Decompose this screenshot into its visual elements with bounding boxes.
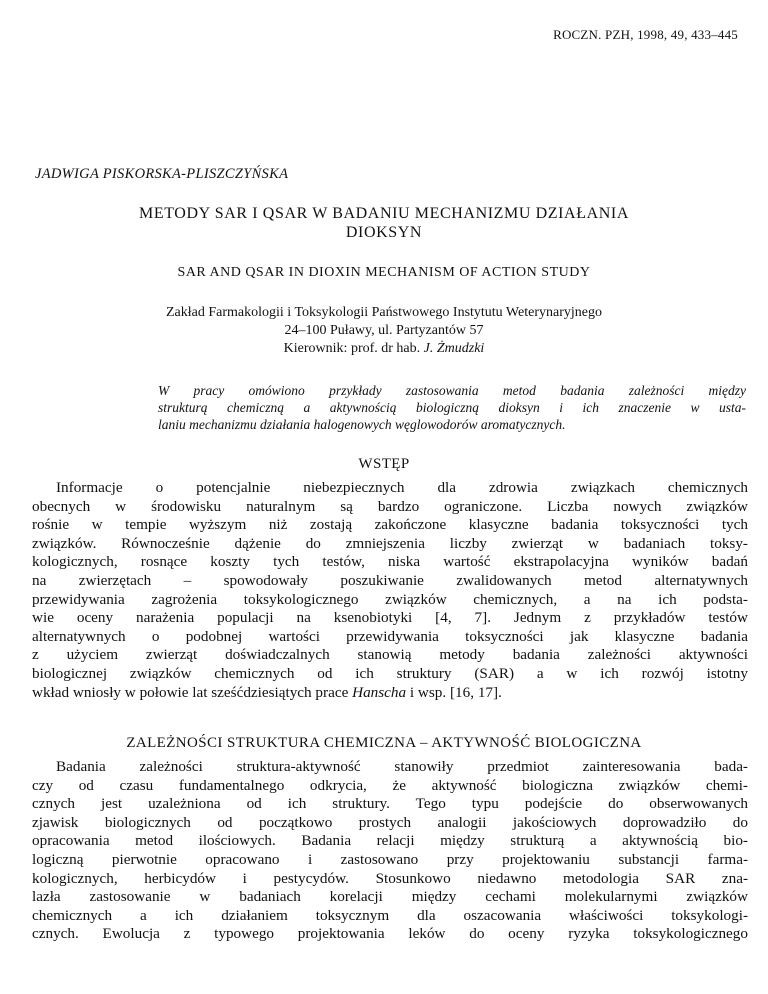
paragraph-line: logiczną pierwotnie opracowano i zastosowano przy projektowaniu substancji farma- bbox=[32, 850, 748, 868]
paragraph-line: chemicznych a ich działaniem toksycznym dla oszacowania właściwości toksykologi- bbox=[32, 906, 748, 924]
affiliation-head-label: Kierownik: prof. dr hab. bbox=[283, 341, 424, 356]
paragraph-line: obecnych w środowisku naturalnym są bardzo ograniczone. Liczba nowych związków bbox=[32, 497, 748, 515]
affiliation-institute: Zakład Farmakologii i Toksykologii Państwowego Instytutu Weterynaryjnego bbox=[166, 305, 602, 320]
paragraph-line: alternatywnych o podobnej wartości przewidywania toksyczności jak klasyczne badania bbox=[32, 627, 748, 645]
affiliation-head bbox=[60, 340, 708, 358]
paragraph-line: rośnie w tempie wyższym niż zostają zakończone klasyczne badania toksyczności tych bbox=[32, 516, 748, 534]
paragraph-line: Informacje o potencjalnie niebezpiecznych dla zdrowia związkach chemicznych bbox=[56, 479, 748, 496]
paragraph-line: wie oceny narażenia populacji na ksenobiotyki [4, 7]. Jednym z przykładów testów bbox=[32, 609, 748, 627]
affiliation-head-name: J. Żmudzki bbox=[423, 341, 485, 356]
paragraph-line: Badania zależności struktura-aktywność stanowiły przedmiot zainteresowania bada- bbox=[56, 758, 748, 775]
section-heading-introduction: WSTĘP bbox=[358, 456, 410, 472]
journal-reference: ROCZN. PZH, 1998, 49, 433–445 bbox=[553, 27, 738, 42]
paragraph-line: zjawisk biologicznych od początkowo prostych analogii jakościowych doprowadziło do bbox=[32, 813, 748, 831]
paragraph-line: kologicznych, rosnące koszty tych testów, niska wartość ekstrapolacyjna wyników badań bbox=[32, 553, 748, 571]
title-polish-line-2: DIOKSYN bbox=[345, 224, 423, 241]
paragraph-line: na zwierzętach – spowodowały poszukiwanie zwalidowanych metod alternatywnych bbox=[32, 571, 748, 589]
abstract-line: laniu mechanizmu działania halogenowych węglowodorów aromatycznych. bbox=[158, 417, 566, 432]
paragraph-line: kologicznych, herbicydów i pestycydów. Stosunkowo niedawno metodologia SAR zna- bbox=[32, 869, 748, 887]
author-name: JADWIGA PISKORSKA-PLISZCZYŃSKA bbox=[35, 166, 289, 182]
paragraph-line: wkład wniosły w połowie lat sześćdziesiątych prace Hanscha i wsp. [16, 17]. bbox=[32, 683, 502, 701]
abstract-line: W pracy omówiono przykłady zastosowania metod badania zależności między bbox=[158, 383, 746, 398]
paragraph-line: związków. Równocześnie dążenie do zmniejszenia liczby zwierząt w badaniach toksy- bbox=[32, 534, 748, 552]
author-citation-hansch: Hanscha bbox=[352, 683, 407, 701]
paragraph-structure-activity bbox=[32, 758, 748, 944]
title-polish-line-1: METODY SAR I QSAR W BADANIU MECHANIZMU DZIAŁANIA bbox=[139, 205, 629, 222]
section-heading-structure-activity: ZALEŻNOŚCI STRUKTURA CHEMICZNA – AKTYWNOŚĆ BIOLOGICZNA bbox=[126, 735, 642, 751]
abstract-line: strukturą chemiczną a aktywnością biologiczną dioksyn i ich znaczenie w usta- bbox=[158, 400, 746, 415]
paragraph-line: opracowania metod ilościowych. Badania relacji między strukturą a aktywnością bio- bbox=[32, 832, 748, 850]
paragraph-introduction bbox=[32, 479, 748, 702]
paragraph-line: biologicznej związków chemicznych od ich struktury (SAR) a w ich rozwój istotny bbox=[32, 664, 748, 682]
paragraph-line: z użyciem zwierząt doświadczalnych stanowią metody badania zależności aktywności bbox=[32, 646, 748, 664]
paragraph-line: lazła zastosowanie w badaniach korelacji między cechami molekularnymi związków bbox=[32, 888, 748, 906]
paragraph-line: cznych jest uzależniona od ich struktury. Tego typu podejście do obserwowanych bbox=[32, 795, 748, 813]
title-english: SAR AND QSAR IN DIOXIN MECHANISM OF ACTION STUDY bbox=[177, 265, 591, 280]
paragraph-line: przewidywania zagrożenia toksykologicznego związków chemicznych, a na ich podsta- bbox=[32, 590, 748, 608]
paragraph-line: czy od czasu fundamentalnego odkrycia, że aktywność biologiczna związków chemi- bbox=[32, 776, 748, 794]
paragraph-line: cznych. Ewolucja z typowego projektowania leków do oceny ryzyka toksykologicznego bbox=[32, 925, 748, 943]
abstract bbox=[158, 382, 746, 433]
affiliation-address: 24–100 Puławy, ul. Partyzantów 57 bbox=[284, 323, 484, 338]
title-polish bbox=[60, 204, 708, 242]
affiliation bbox=[60, 304, 708, 358]
